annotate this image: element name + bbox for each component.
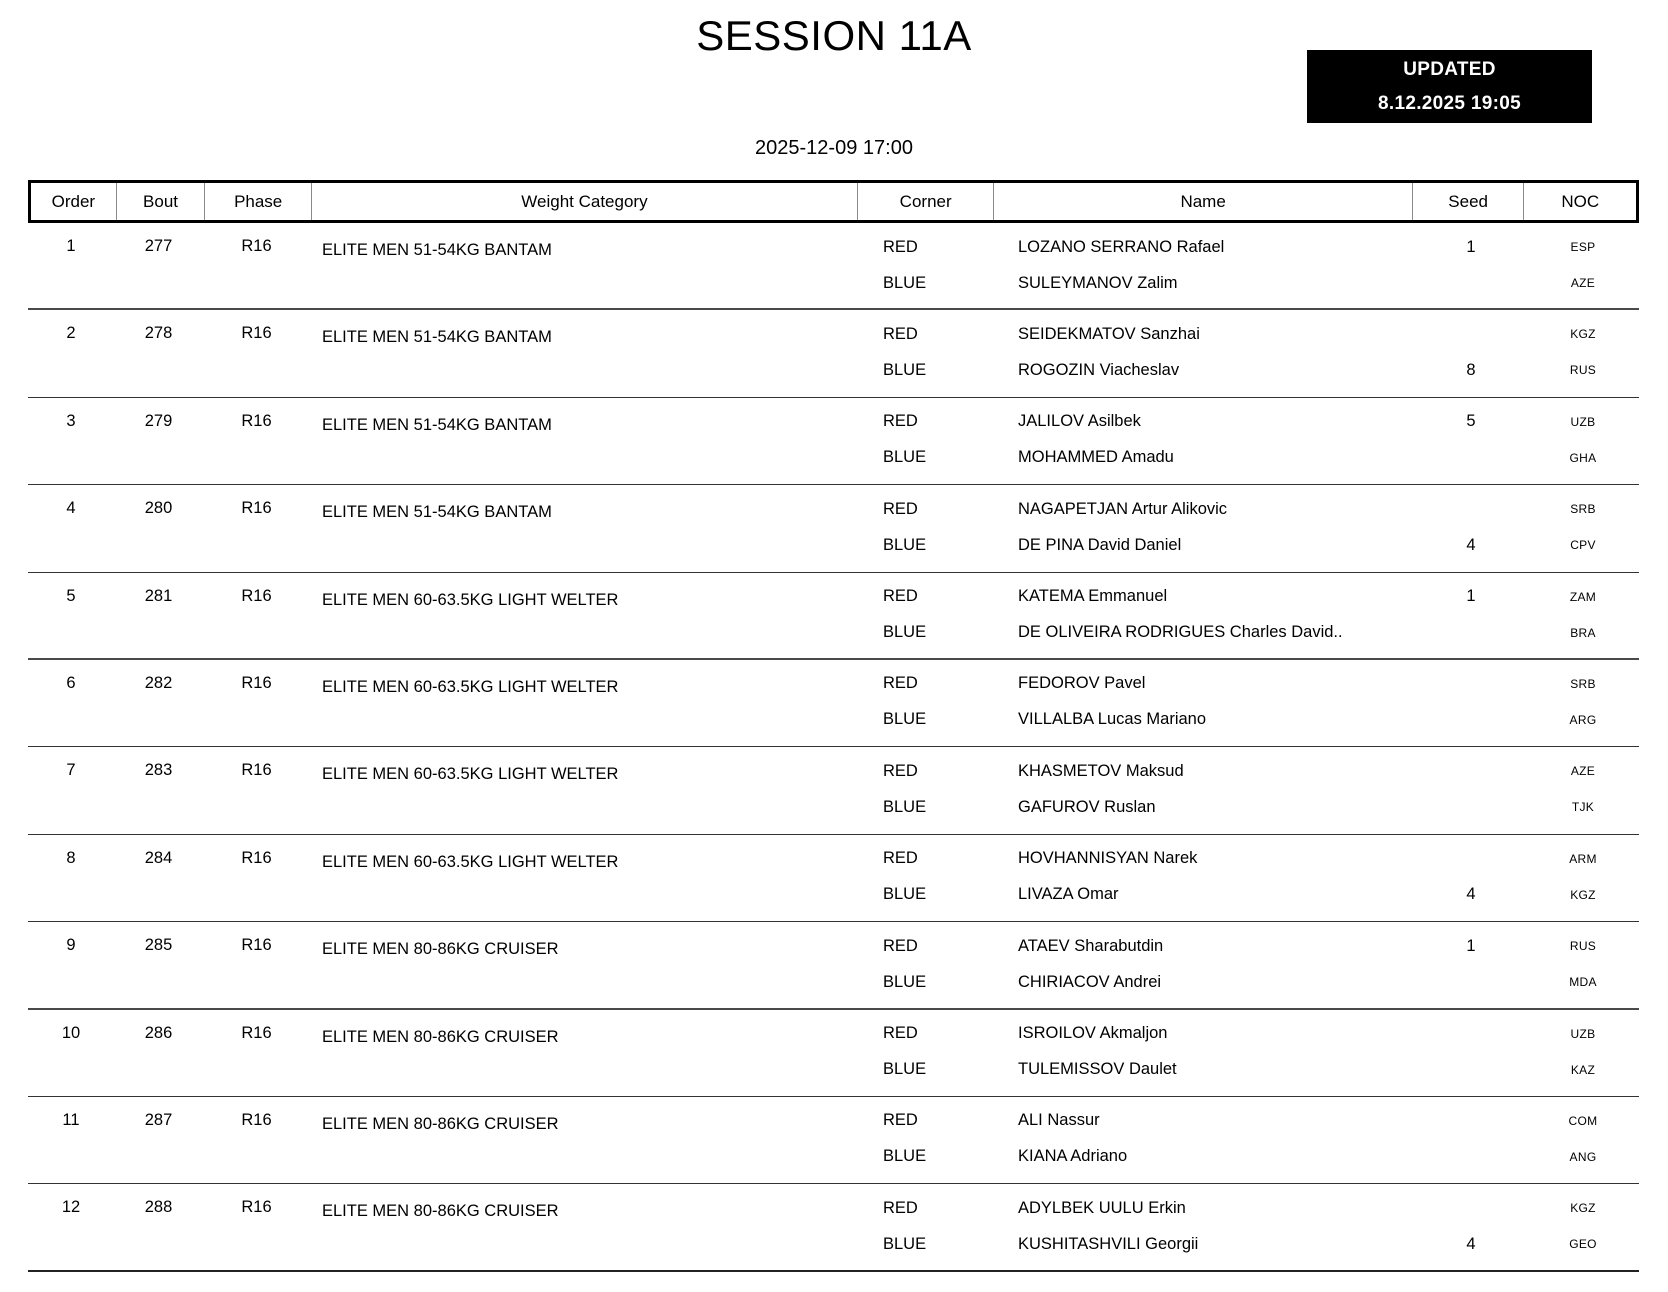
noc-value-blue: BRA [1570,625,1596,640]
boxer-name-red: ADYLBEK UULU Erkin [1018,1198,1186,1217]
blue-corner-line [858,615,1639,651]
phase-cell: R16 [241,1198,272,1217]
col-header-phase: Phase [205,183,312,220]
corner-label-blue: BLUE [883,360,927,379]
corner-label-red: RED [883,587,918,606]
corners-block [858,573,1639,658]
boxer-name-red: ATAEV Sharabutdin [1018,936,1164,955]
bout-row [28,485,1639,572]
bout-row [28,922,1639,1009]
session-datetime: 2025-12-09 17:00 [755,137,913,159]
noc-value-red: ESP [1570,240,1596,254]
noc-value-red: KGZ [1570,327,1596,342]
weight-category-cell: ELITE MEN 60-63.5KG LIGHT WELTER [322,677,619,696]
bout-number-cell: 282 [144,673,173,692]
bout-number-cell: 278 [144,324,173,343]
blue-corner-line [858,265,1639,301]
boxer-name-blue: CHIRIACOV Andrei [1018,972,1162,991]
corners-block [858,1010,1639,1096]
bout-schedule-table [28,180,1639,1272]
bout-row [28,1184,1639,1271]
bout-number-cell: 287 [144,1110,173,1129]
phase-cell: R16 [241,324,272,343]
boxer-name-blue: LIVAZA Omar [1018,885,1119,904]
corner-label-blue: BLUE [883,885,927,904]
red-corner-line [858,404,1639,440]
order-cell: 1 [66,237,76,255]
red-corner-line [858,1190,1639,1226]
col-header-bout: Bout [117,183,206,220]
order-cell: 4 [66,499,76,518]
updated-box [1307,50,1592,123]
weight-category-cell: ELITE MEN 60-63.5KG LIGHT WELTER [322,590,619,609]
corners-block [858,485,1639,571]
weight-category-cell: ELITE MEN 80-86KG CRUISER [322,1202,559,1221]
seed-value-blue: 4 [1466,1234,1476,1253]
corner-label-blue: BLUE [883,797,927,816]
bout-number-cell: 285 [144,936,173,955]
weight-category-cell: ELITE MEN 60-63.5KG LIGHT WELTER [322,852,619,871]
corners-block [858,398,1639,484]
bout-row [28,1097,1639,1184]
boxer-name-red: KATEMA Emmanuel [1018,587,1168,606]
phase-cell: R16 [241,1023,272,1042]
col-header-order: Order [31,183,117,220]
seed-value-red: 1 [1466,936,1476,955]
boxer-name-blue: VILLALBA Lucas Mariano [1018,710,1207,729]
red-corner-line [858,491,1639,527]
order-cell: 9 [66,936,76,955]
noc-value-red: ARM [1569,851,1597,866]
bout-row [28,310,1639,397]
corner-label-red: RED [883,1024,918,1043]
corner-label-red: RED [883,1111,918,1130]
boxer-name-red: LOZANO SERRANO Rafael [1018,237,1225,256]
blue-corner-line [858,964,1639,1000]
boxer-name-blue: ROGOZIN Viacheslav [1018,360,1180,379]
red-corner-line [858,1016,1639,1052]
noc-value-blue: TJK [1571,800,1595,815]
noc-value-blue: ARG [1569,712,1597,727]
blue-corner-line [858,352,1639,388]
noc-value-blue: KAZ [1570,1062,1596,1077]
noc-value-red: AZE [1570,764,1596,779]
boxer-name-red: HOVHANNISYAN Narek [1018,849,1198,868]
col-header-noc: NOC [1561,191,1600,211]
order-cell: 5 [66,586,76,605]
boxer-name-blue: MOHAMMED Amadu [1018,448,1174,467]
boxer-name-blue: SULEYMANOV Zalim [1018,273,1178,292]
corner-label-red: RED [883,499,918,518]
boxer-name-blue: GAFUROV Ruslan [1018,797,1156,816]
noc-value-red: RUS [1569,939,1597,954]
order-cell: 2 [66,324,76,343]
phase-cell: R16 [241,673,272,692]
bout-number-cell: 284 [144,848,173,867]
boxer-name-red: ALI Nassur [1018,1111,1100,1130]
bout-number-cell: 281 [144,586,173,605]
weight-category-cell: ELITE MEN 80-86KG CRUISER [322,1114,559,1133]
red-corner-line [858,316,1639,352]
blue-corner-line [858,1226,1639,1262]
corners-block [858,310,1639,396]
bout-row [28,660,1639,747]
seed-value-blue: 8 [1466,360,1476,379]
corner-label-blue: BLUE [883,1234,927,1253]
phase-cell: R16 [241,761,272,780]
noc-value-blue: ANG [1569,1149,1597,1164]
order-cell: 6 [66,673,76,692]
seed-value-red: 1 [1466,587,1476,606]
weight-category-cell: ELITE MEN 80-86KG CRUISER [322,1027,559,1046]
boxer-name-blue: KUSHITASHVILI Georgii [1018,1234,1199,1253]
col-header-corner: Corner [858,183,994,220]
order-cell: 12 [61,1198,81,1217]
boxer-name-blue: TULEMISSOV Daulet [1018,1060,1177,1079]
noc-value-red: KGZ [1570,1201,1596,1216]
phase-cell: R16 [241,848,272,867]
boxer-name-red: KHASMETOV Maksud [1018,761,1184,780]
bout-number-cell: 280 [144,499,173,518]
red-corner-line [858,579,1639,615]
phase-cell: R16 [241,1110,272,1129]
corner-label-blue: BLUE [883,535,927,554]
corners-block [858,1184,1639,1269]
corner-label-blue: BLUE [883,710,927,729]
order-cell: 7 [66,761,76,780]
noc-value-blue: KGZ [1570,887,1596,902]
order-cell: 10 [61,1023,81,1042]
weight-category-cell: ELITE MEN 51-54KG BANTAM [322,328,552,347]
noc-value-blue: AZE [1570,276,1596,290]
bout-row [28,747,1639,834]
red-corner-line [858,841,1639,877]
order-cell: 8 [66,848,76,867]
weight-category-cell: ELITE MEN 60-63.5KG LIGHT WELTER [322,765,619,784]
corner-label-red: RED [883,1198,918,1217]
corners-block [858,223,1639,308]
blue-corner-line [858,1139,1639,1175]
corner-label-blue: BLUE [883,273,927,292]
boxer-name-red: SEIDEKMATOV Sanzhai [1018,324,1200,343]
corners-block [858,1097,1639,1183]
noc-value-blue: RUS [1569,363,1597,378]
corner-label-blue: BLUE [883,1147,927,1166]
noc-value-red: ZAM [1569,589,1597,604]
boxer-name-red: JALILOV Asilbek [1018,412,1141,431]
phase-cell: R16 [241,237,272,255]
corners-block [858,660,1639,746]
boxer-name-blue: KIANA Adriano [1018,1147,1128,1166]
noc-value-blue: GHA [1569,450,1597,465]
weight-category-cell: ELITE MEN 51-54KG BANTAM [322,241,552,259]
bout-number-cell: 279 [144,411,173,430]
table-header-row [28,180,1639,223]
order-cell: 3 [66,411,76,430]
boxer-name-blue: DE OLIVEIRA RODRIGUES Charles David.. [1018,623,1343,642]
corner-label-red: RED [883,936,918,955]
bout-number-cell: 277 [144,237,173,255]
boxer-name-red: FEDOROV Pavel [1018,674,1146,693]
noc-value-blue: MDA [1569,975,1597,990]
updated-label: UPDATED [1403,59,1496,80]
page-title: SESSION 11A [696,12,972,59]
corner-label-blue: BLUE [883,623,927,642]
noc-value-red: COM [1568,1113,1598,1128]
noc-value-blue: CPV [1570,538,1596,553]
corner-label-blue: BLUE [883,1060,927,1079]
bout-row [28,1010,1639,1097]
red-corner-line [858,753,1639,789]
red-corner-line [858,1103,1639,1139]
red-corner-line [858,666,1639,702]
blue-corner-line [858,877,1639,913]
phase-cell: R16 [241,411,272,430]
blue-corner-line [858,702,1639,738]
weight-category-cell: ELITE MEN 51-54KG BANTAM [322,415,552,434]
blue-corner-line [858,1052,1639,1088]
order-cell: 11 [62,1110,80,1129]
corner-label-red: RED [883,674,918,693]
col-header-weight-category: Weight Category [312,183,858,220]
bout-number-cell: 288 [144,1198,173,1217]
noc-value-red: SRB [1570,502,1596,517]
col-header-seed: Seed [1413,183,1525,220]
bout-row [28,223,1639,310]
col-header-name: Name [994,183,1412,220]
corner-label-red: RED [883,412,918,431]
red-corner-line [858,229,1639,265]
corner-label-red: RED [883,237,918,256]
corners-block [858,835,1639,921]
seed-value-blue: 4 [1466,885,1476,904]
corner-label-red: RED [883,761,918,780]
bout-row [28,398,1639,485]
boxer-name-red: ISROILOV Akmaljon [1018,1024,1168,1043]
seed-value-red: 5 [1466,412,1476,431]
corners-block [858,747,1639,833]
corner-label-blue: BLUE [883,448,927,467]
seed-value-red: 1 [1466,237,1476,256]
boxer-name-red: NAGAPETJAN Artur Alikovic [1018,499,1228,518]
boxer-name-blue: DE PINA David Daniel [1018,535,1182,554]
bout-row [28,835,1639,922]
noc-value-red: UZB [1570,414,1596,429]
corners-block [858,922,1639,1007]
blue-corner-line [858,789,1639,825]
phase-cell: R16 [241,586,272,605]
weight-category-cell: ELITE MEN 80-86KG CRUISER [322,940,559,959]
bout-number-cell: 286 [144,1023,173,1042]
blue-corner-line [858,440,1639,476]
seed-value-blue: 4 [1466,535,1476,554]
phase-cell: R16 [241,936,272,955]
phase-cell: R16 [241,499,272,518]
corner-label-red: RED [883,849,918,868]
red-corner-line [858,928,1639,964]
noc-value-red: SRB [1570,676,1596,691]
updated-timestamp: 8.12.2025 19:05 [1378,93,1521,114]
noc-value-blue: GEO [1569,1237,1597,1252]
bout-row [28,573,1639,660]
noc-value-red: UZB [1570,1026,1596,1041]
bout-number-cell: 283 [144,761,173,780]
blue-corner-line [858,527,1639,563]
weight-category-cell: ELITE MEN 51-54KG BANTAM [322,503,552,522]
corner-label-blue: BLUE [883,972,927,991]
corner-label-red: RED [883,324,918,343]
